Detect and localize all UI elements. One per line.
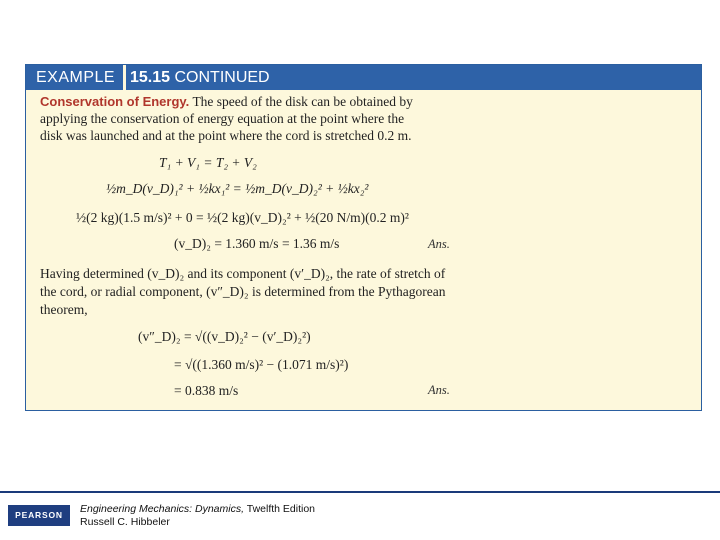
book-title: Engineering Mechanics: Dynamics, bbox=[80, 503, 244, 515]
example-label: EXAMPLE bbox=[26, 65, 123, 90]
equation-speed-result: (v_D)₂ = 1.360 m/s = 1.36 m/s bbox=[174, 236, 340, 251]
intro-line-1 bbox=[40, 93, 413, 111]
equation-pythagorean-numeric: = √((1.360 m/s)² − (1.071 m/s)²) bbox=[174, 357, 349, 372]
continued-label: CONTINUED bbox=[174, 69, 270, 86]
example-title bbox=[126, 65, 270, 90]
answer-label-1: Ans. bbox=[428, 237, 450, 251]
para2-line-1: Having determined (v_D)₂ and its component (v′_D)₂, the rate of stretch of bbox=[40, 266, 446, 281]
intro-line-3: disk was launched and at the point where the cord is stretched 0.2 m. bbox=[40, 128, 412, 143]
equation-pythagorean: (v″_D)₂ = √((v_D)₂² − (v′_D)₂²) bbox=[138, 329, 311, 344]
publisher-logo: PEARSON bbox=[8, 505, 70, 526]
footer-divider bbox=[0, 491, 720, 493]
section-heading: Conservation of Energy. bbox=[40, 94, 190, 109]
book-title-line bbox=[80, 503, 315, 516]
equation-substituted: ½(2 kg)(1.5 m/s)² + 0 = ½(2 kg)(v_D)₂² + ½(20 N/m)(0.2 m)² bbox=[76, 210, 409, 225]
para2-line-3: theorem, bbox=[40, 302, 88, 317]
para2-line-2: the cord, or radial component, (v″_D)₂ is determined from the Pythagorean bbox=[40, 284, 446, 299]
example-number: 15.15 bbox=[130, 69, 171, 86]
book-author: Russell C. Hibbeler bbox=[80, 516, 170, 528]
book-edition: Twelfth Edition bbox=[246, 503, 316, 515]
equation-energy-balance: T₁ + V₁ = T₂ + V₂ bbox=[159, 155, 257, 170]
example-panel bbox=[25, 64, 702, 411]
answer-label-2: Ans. bbox=[428, 383, 450, 397]
intro-line-2: applying the conservation of energy equation at the point where the bbox=[40, 111, 405, 126]
equation-expanded: ½m_D(v_D)₁² + ½kx₁² = ½m_D(v_D)₂² + ½kx₂² bbox=[106, 181, 369, 196]
book-credit bbox=[80, 503, 315, 529]
equation-radial-result: = 0.838 m/s bbox=[174, 383, 239, 398]
intro-text-1: The speed of the disk can be obtained by bbox=[192, 94, 413, 109]
